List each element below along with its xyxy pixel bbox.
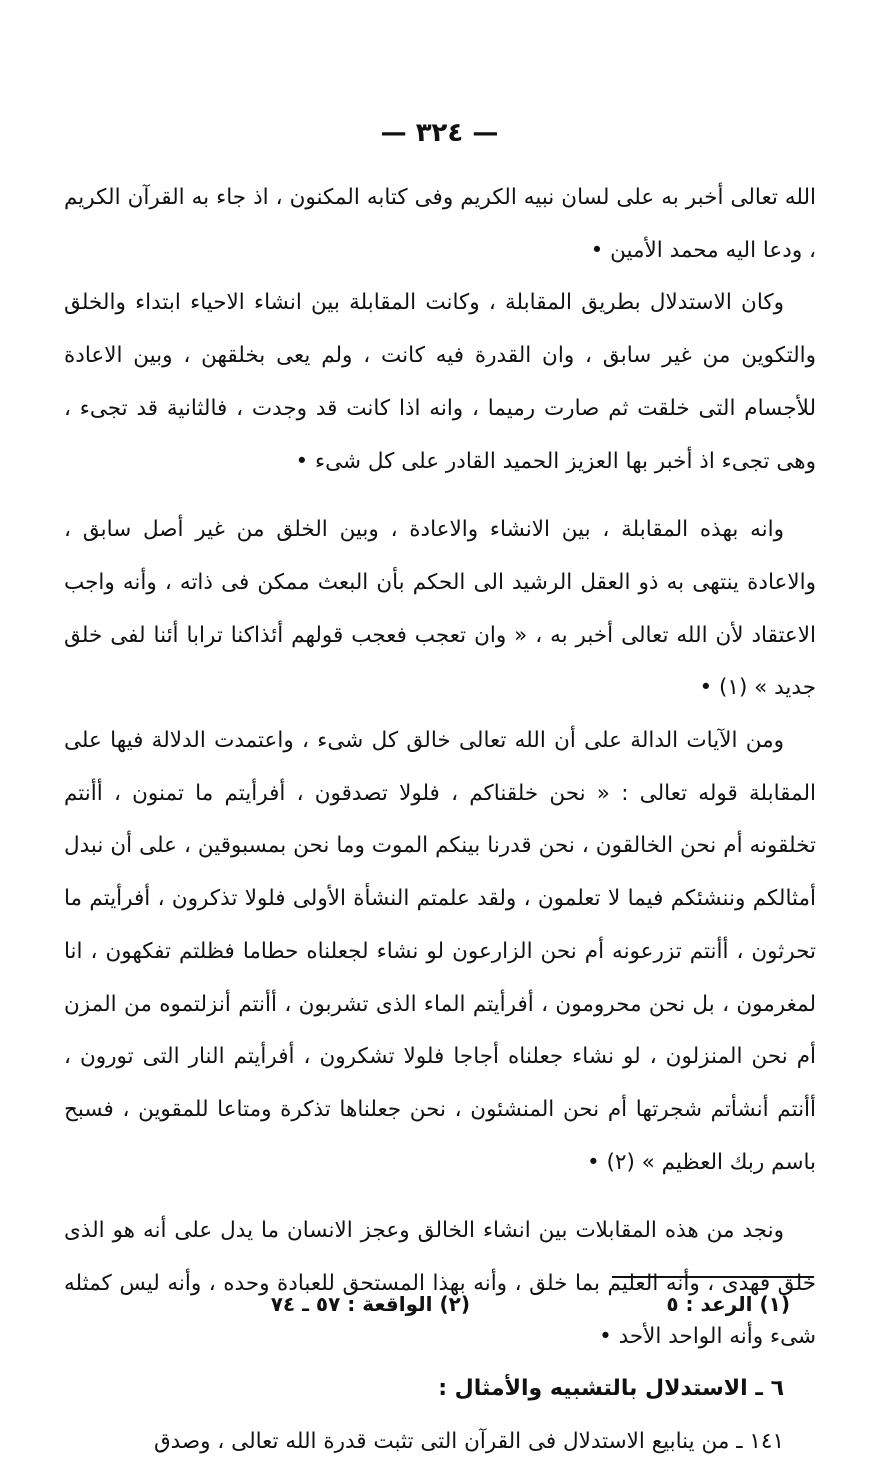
- section-heading: ٦ ـ الاستدلال بالتشبيه والأمثال :: [438, 1376, 784, 1402]
- paragraph-5: ونجد من هذه المقابلات بين انشاء الخالق وعجز الانسان ما يدل على أنه هو الذى خلق فهدى ، وأنه العليم بما خلق ، وأنه بهذا المستحق للعبادة وحده ، وأنه ليس كمثله شىء وأنه الواحد الأحد •: [64, 1218, 816, 1349]
- body-text: [64, 172, 816, 1469]
- paragraph-4: ومن الآيات الدالة على أن الله تعالى خالق كل شىء ، واعتمدت الدلالة فيها على المقابلة قوله تعالى : « نحن خلقناكم ، فلولا تصدقون ، أفرأيتم ما تمنون ، أأنتم تخلقونه أم نحن الخالقون ، نحن قدرنا بينكم الموت وما نحن بمسبوقين ، على أن نبدل أمثالكم وننشئكم فيما لا تعلمون ، ولقد علمتم النشأة الأولى فلولا تذكرون ، أفرأيتم ما تحرثون ، أأنتم تزرعونه أم نحن الزارعون لو نشاء لجعلناه حطاما فظلتم تفكهون ، انا لمغرمون ، بل نحن محرومون ، أفرأيتم الماء الذى تشربون ، أأنتم أنزلتموه من المزن أم نحن المنزلون ، لو نشاء جعلناه أجاجا فلولا تشكرون ، أفرأيتم النار التى تورون ، أأنتم أنشأتم شجرتها أم نحن المنشئون ، نحن جعلناها تذكرة ومتاعا للمقوين ، فسبح باسم ربك العظيم » (٢) •: [64, 728, 816, 1175]
- footnote-2: (٢) الواقعة : ٥٧ ـ ٧٤: [270, 1292, 470, 1316]
- page-number: — ٣٢٤ —: [380, 118, 499, 148]
- paragraph-2: وكان الاستدلال بطريق المقابلة ، وكانت المقابلة بين انشاء الاحياء ابتداء والخلق والتكوين من غير سابق ، وان القدرة فيه كانت ، ولم يعى بخلقهن ، وبين الاعادة للأجسام التى خلقت ثم صارت رميما ، وانه اذا كانت قد وجدت ، فالثانية قد تجىء ، وهى تجىء اذ أخبر بها العزيز الحميد القادر على كل شىء •: [64, 290, 816, 474]
- footnote-divider: [612, 1276, 814, 1278]
- paragraph-1: الله تعالى أخبر به على لسان نبيه الكريم وفى كتابه المكنون ، اذ جاء به القرآن الكريم ، ودعا اليه محمد الأمين •: [64, 185, 816, 263]
- paragraph-6-start: ١٤١ ـ من ينابيع الاستدلال فى القرآن التى تثبت قدرة الله تعالى ، وصدق: [153, 1429, 784, 1455]
- footnotes: [200, 1292, 790, 1324]
- paragraph-3: وانه بهذه المقابلة ، بين الانشاء والاعادة ، وبين الخلق من غير أصل سابق ، والاعادة ينتهى به ذو العقل الرشيد الى الحكم بأن البعث ممكن فى ذاته ، وأنه واجب الاعتقاد لأن الله تعالى أخبر به ، « وان تعجب فعجب قولهم أئذاكنا ترابا أئنا لفى خلق جديد » (١) •: [64, 517, 816, 701]
- footnote-1: (١) الرعد : ٥: [666, 1292, 790, 1316]
